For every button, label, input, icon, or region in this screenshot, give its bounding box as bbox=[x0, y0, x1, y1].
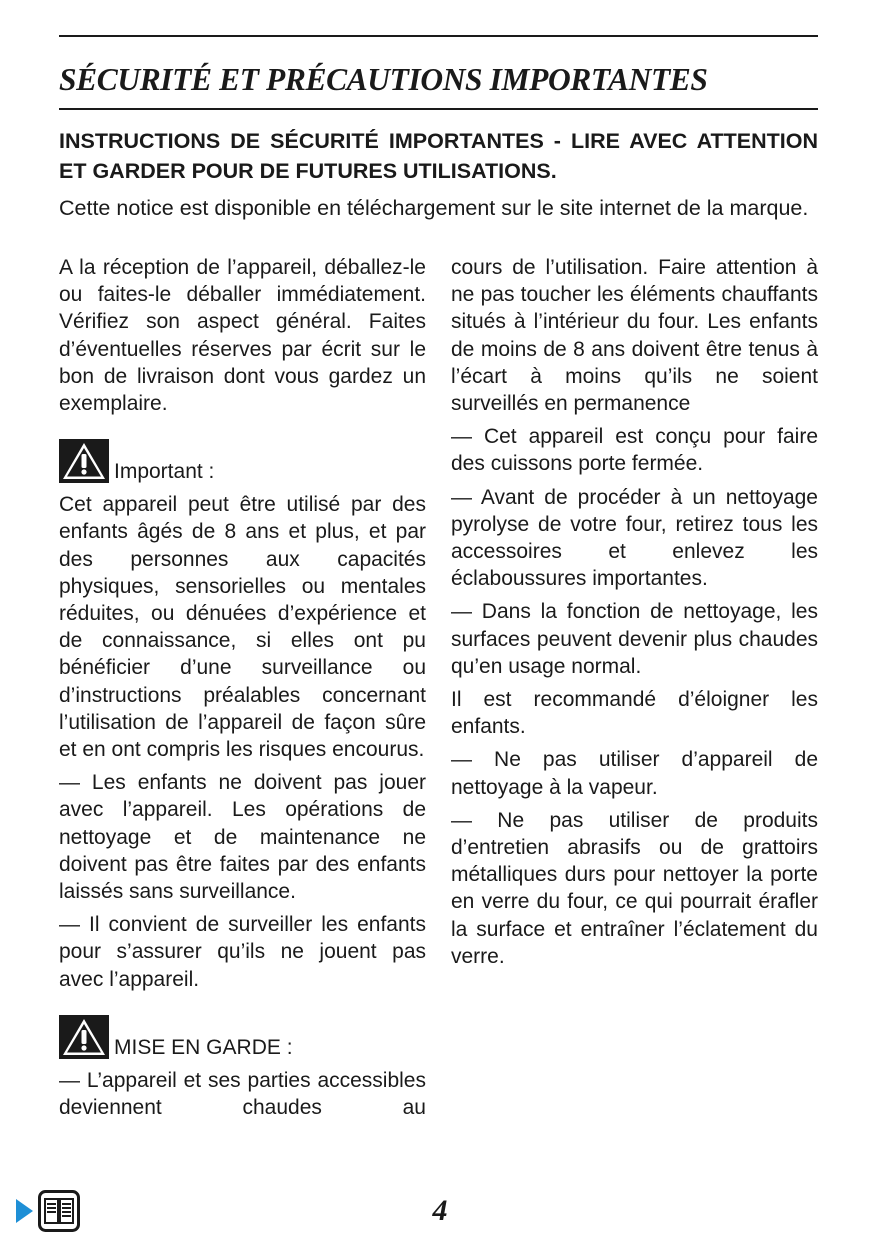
warning-triangle-icon bbox=[59, 439, 109, 483]
warning-notice bbox=[59, 1013, 426, 1059]
header-rule-bottom bbox=[59, 108, 818, 110]
left-column bbox=[59, 254, 426, 1127]
supervise-paragraph: — Il convient de surveiller les enfants pour s’assurer qu’ils ne jouent pas avec l’appareil. bbox=[59, 913, 426, 991]
pyrolysis-paragraph: — Avant de procéder à un nettoyage pyrolyse de votre four, retirez tous les accessoires et enlevez les éclaboussures importantes. bbox=[451, 485, 818, 591]
important-label: Important : bbox=[114, 460, 215, 484]
important-notice bbox=[59, 437, 426, 483]
children-play-paragraph: — Les enfants ne doivent pas jouer avec l’appareil. Les opérations de nettoyage et de maintenance ne doivent pas être faites par des enfants laissés sans surveillance. bbox=[59, 771, 426, 904]
closed-door-paragraph: — Cet appareil est conçu pour faire des cuissons porte fermée. bbox=[451, 425, 818, 476]
header-rule-top bbox=[59, 35, 818, 37]
hot-parts-paragraph: — L’appareil et ses parties accessibles deviennent chaudes au bbox=[59, 1068, 426, 1120]
intro-paragraph: Cette notice est disponible en téléchargement sur le site internet de la marque. bbox=[59, 196, 809, 220]
reception-paragraph: A la réception de l’appareil, déballez-le ou faites-le déballer immédiatement. Vérifiez son aspect général. Faites d’éventuelles réserves par écrit sur le bon de livraison dont vous gardez un exemplaire. bbox=[59, 256, 426, 416]
keep-children-away-paragraph: Il est recommandé d’éloigner les enfants. bbox=[451, 688, 818, 739]
manual-book-icon[interactable] bbox=[38, 1190, 80, 1232]
steam-cleaner-paragraph: — Ne pas utiliser d’appareil de nettoyage à la vapeur. bbox=[451, 748, 818, 799]
warning-label: MISE EN GARDE : bbox=[114, 1035, 293, 1059]
cleaning-surfaces-paragraph: — Dans la fonction de nettoyage, les surfaces peuvent devenir plus chaudes qu’en usage normal. bbox=[451, 600, 818, 678]
abrasive-products-paragraph: — Ne pas utiliser de produits d’entretien abrasifs ou de grattoirs métalliques durs pour nettoyer la porte en verre du four, ce qui pourrait érafler la surface et entraîner l’éclatement du verre. bbox=[451, 808, 818, 968]
hot-parts-continued-paragraph: cours de l’utilisation. Faire attention à ne pas toucher les éléments chauffants situés à l’intérieur du four. Les enfants de moins de 8 ans doivent être tenus à l’écart à moins qu’ils ne soient surveillés en permanence bbox=[451, 256, 818, 416]
capacity-paragraph: Cet appareil peut être utilisé par des enfants âgés de 8 ans et plus, et par des personnes aux capacités physiques, sensorielles ou mentales réduites, ou dénuées d’expérience et de connaissance, si elles ont pu bénéficier d’une surveillance ou d’instructions préalables concernant l’utilisation de l’appareil de façon sûre et en ont compris les risques encourus. bbox=[59, 493, 426, 762]
page-title: SÉCURITÉ ET PRÉCAUTIONS IMPORTANTES bbox=[59, 62, 708, 97]
page-number: 4 bbox=[432, 1194, 448, 1227]
next-page-arrow-icon[interactable] bbox=[16, 1199, 33, 1223]
warning-triangle-icon bbox=[59, 1015, 109, 1059]
right-column bbox=[451, 254, 818, 976]
safety-heading: INSTRUCTIONS DE SÉCURITÉ IMPORTANTES - LIRE AVEC ATTENTION ET GARDER POUR DE FUTURES UTILISATIONS. bbox=[59, 129, 818, 183]
